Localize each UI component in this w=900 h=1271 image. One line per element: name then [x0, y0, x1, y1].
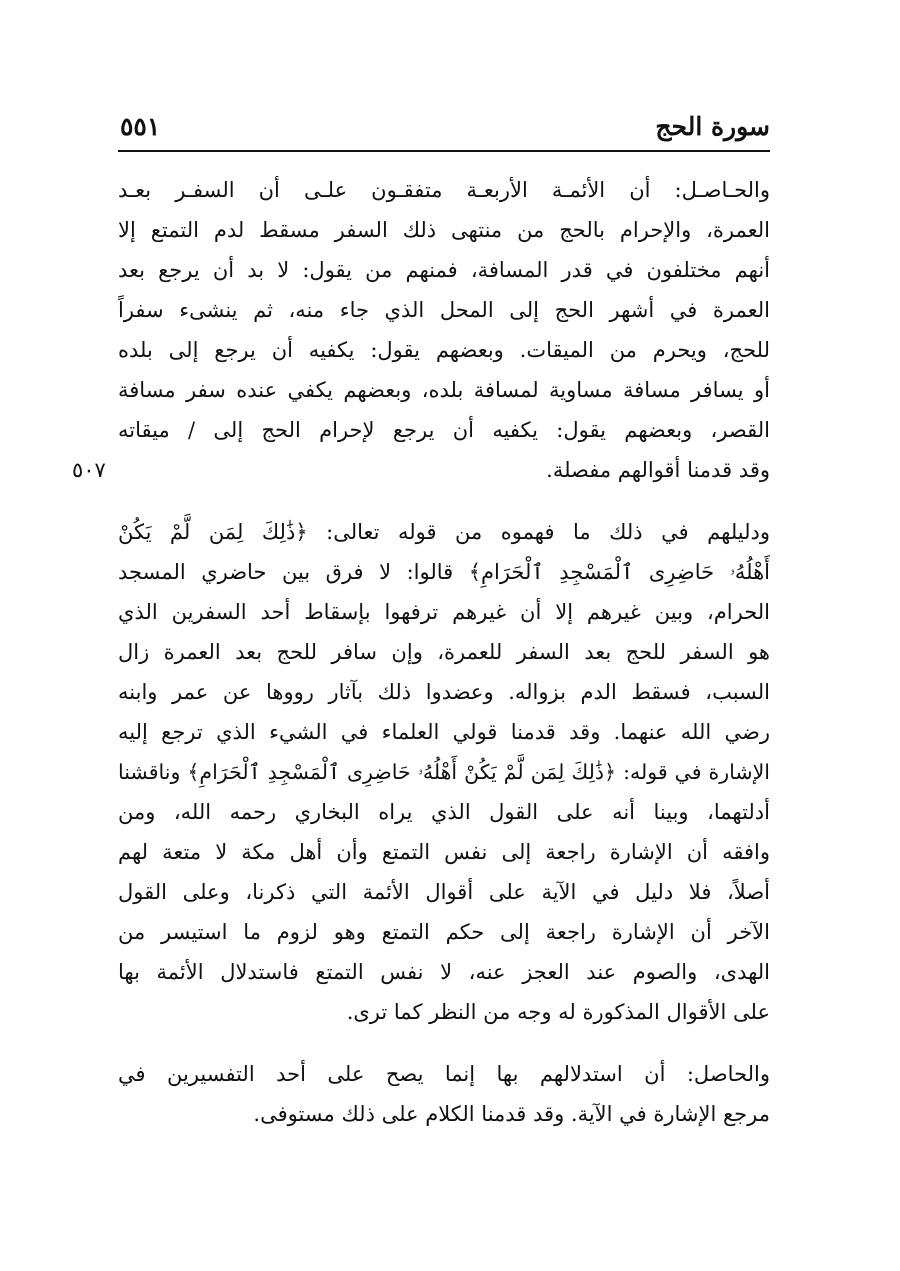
text-line: أو يسافر مسافة مساوية لمسافة بلده، وبعضهم يكفي عنده سفر مسافة [118, 378, 770, 402]
text-line: والحاصل: أن استدلالهم بها إنما يصح على أحد التفسيرين في [118, 1062, 770, 1086]
paragraph-2 [118, 512, 770, 1032]
text-line: الإشارة في قوله: ﴿ذَٰلِكَ لِمَن لَّمْ يَكُنْ أَهْلُهُۥ حَاضِرِى ٱلْمَسْجِدِ ٱلْحَرَامِ﴾ وناقشنا [118, 760, 770, 784]
paragraph-1 [118, 170, 770, 490]
text-line: وقد قدمنا أقوالهم مفصلة. [546, 458, 770, 482]
header-rule [118, 150, 770, 152]
page-header [118, 108, 770, 152]
text-line: ودليلهم في ذلك ما فهموه من قوله تعالى: ﴿ذَٰلِكَ لِمَن لَّمْ يَكُنْ [118, 520, 770, 544]
text-line: السبب، فسقط الدم بزواله. وعضدوا ذلك بآثار رووها عن عمر وابنه [118, 680, 770, 704]
margin-page-reference: ٥٠٧ [72, 458, 106, 482]
text-line: الهدى، والصوم عند العجز عنه، لا نفس التمتع فاستدلال الأئمة بها [118, 960, 770, 984]
text-line: هو السفر للحج بعد السفر للعمرة، وإن سافر للحج بعد العمرة زال [118, 640, 770, 664]
text-line: على الأقوال المذكورة له وجه من النظر كما ترى. [346, 1000, 770, 1024]
body-text [118, 170, 770, 1134]
text-line: أصلاً، فلا دليل في الآية على أقوال الأئمة التي ذكرنا، وعلى القول [118, 880, 770, 904]
text-line: العمرة، والإحرام بالحج من منتهى ذلك السفر مسقط لدم التمتع إلا [118, 218, 770, 242]
text-line: أنهم مختلفون في قدر المسافة، فمنهم من يقول: لا بد أن يرجع بعد [118, 258, 770, 282]
text-line: للحج، ويحرم من الميقات. وبعضهم يقول: يكفيه أن يرجع إلى بلده [118, 338, 770, 362]
text-line: أدلتهما، وبينا أنه على القول الذي يراه البخاري رحمه الله، ومن [118, 800, 770, 824]
text-line: أَهْلُهُۥ حَاضِرِى ٱلْمَسْجِدِ ٱلْحَرَامِ﴾ قالوا: لا فرق بين حاضري المسجد [118, 560, 770, 584]
paragraph-3 [118, 1054, 770, 1134]
text-line: والحـاصـل: أن الأئمـة الأربعـة متفقـون علـى أن السفـر بعـد [118, 178, 770, 202]
page-number: ٥٥١ [120, 112, 161, 141]
text-line: القصر، وبعضهم يقول: يكفيه أن يرجع لإحرام الحج إلى / ميقاته [118, 418, 770, 442]
text-line: الآخر أن الإشارة راجعة إلى حكم التمتع وهو لزوم ما استيسر من [118, 920, 770, 944]
text-line: وافقه أن الإشارة راجعة إلى نفس التمتع وأن أهل مكة لا متعة لهم [118, 840, 770, 864]
text-line: رضي الله عنهما. وقد قدمنا قولي العلماء في الشيء الذي ترجع إليه [118, 720, 770, 744]
surah-title: سورة الحج [655, 112, 770, 141]
text-line: العمرة في أشهر الحج إلى المحل الذي جاء منه، ثم ينشىء سفراً [118, 298, 770, 322]
text-line: مرجع الإشارة في الآية. وقد قدمنا الكلام على ذلك مستوفى. [253, 1102, 770, 1126]
text-line: الحرام، وبين غيرهم إلا أن غيرهم ترفهوا بإسقاط أحد السفرين الذي [118, 600, 770, 624]
paragraph-spacer [118, 1032, 770, 1054]
paragraph-spacer [118, 490, 770, 512]
